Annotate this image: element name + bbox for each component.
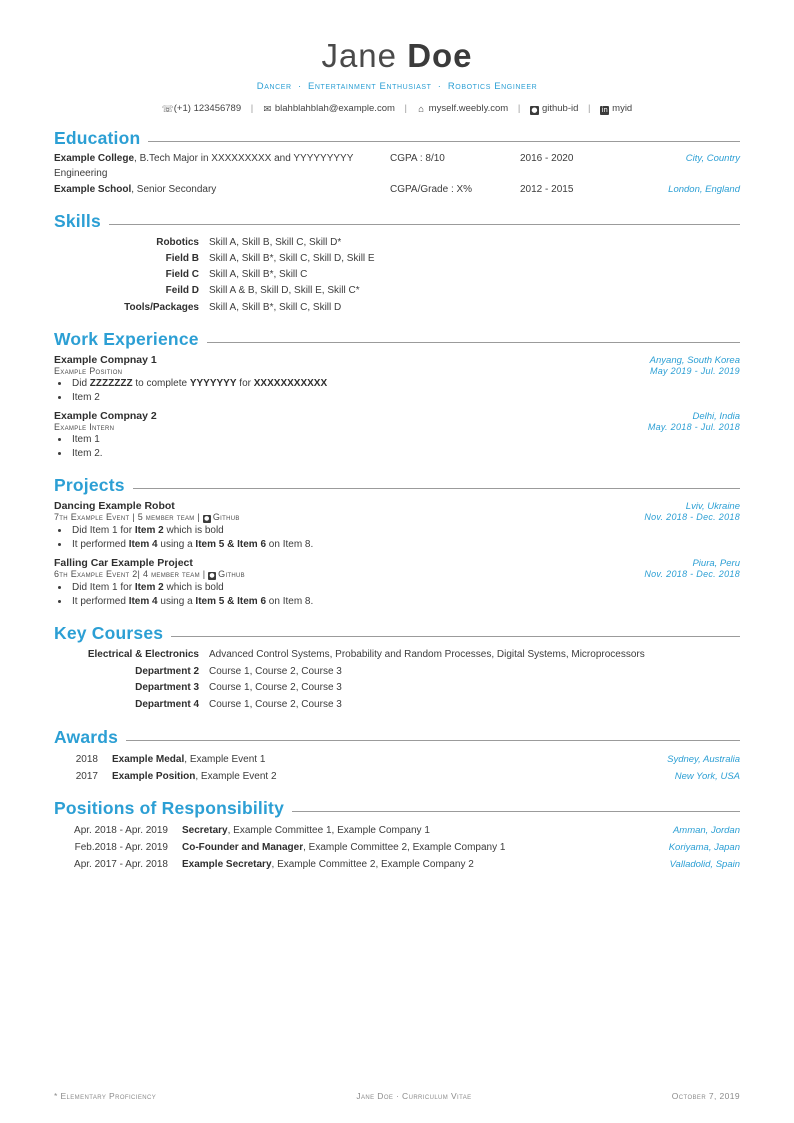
education-grade: CGPA : 8/10 bbox=[390, 153, 445, 165]
project-repo-link[interactable]: Github bbox=[212, 511, 240, 522]
position-date: Apr. 2018 - Apr. 2019 bbox=[74, 825, 168, 837]
section-rule bbox=[292, 811, 740, 812]
work-entry bbox=[54, 354, 740, 406]
contact-divider: | bbox=[517, 103, 521, 115]
page-title bbox=[54, 38, 740, 74]
education-school bbox=[54, 152, 390, 181]
course-department: Electrical & Electronics bbox=[87, 648, 199, 660]
section-header bbox=[54, 727, 740, 748]
first-name: Jane bbox=[321, 37, 398, 74]
section-header bbox=[54, 128, 740, 149]
skill-label: Field C bbox=[165, 269, 199, 281]
course-row bbox=[54, 647, 740, 664]
section-title-skills: Skills bbox=[54, 210, 101, 231]
project-name: Dancing Example Robot bbox=[54, 499, 175, 512]
section-title-projects: Projects bbox=[54, 474, 125, 495]
contact-phone bbox=[162, 103, 244, 114]
tagline bbox=[54, 81, 740, 92]
award-row bbox=[54, 751, 740, 768]
project-location: Lviv, Ukraine bbox=[685, 500, 740, 512]
section-awards bbox=[54, 727, 740, 785]
skill-label: Feild D bbox=[165, 285, 199, 297]
section-rule bbox=[133, 488, 740, 489]
position-location: Valladolid, Spain bbox=[669, 859, 740, 871]
footer-left: * Elementary Proficiency bbox=[54, 1091, 157, 1101]
position-body bbox=[182, 839, 590, 856]
section-title-education: Education bbox=[54, 128, 141, 149]
footer-right: October 7, 2019 bbox=[671, 1091, 740, 1101]
list-item: • Item 2. bbox=[70, 447, 740, 462]
section-header bbox=[54, 798, 740, 819]
position-location: Amman, Jordan bbox=[672, 825, 740, 837]
education-location: City, Country bbox=[685, 153, 740, 165]
contact-divider: | bbox=[588, 103, 591, 115]
education-school-detail: , Senior Secondary bbox=[131, 184, 217, 196]
tagline-1: Dancer bbox=[256, 81, 292, 93]
award-title: Example Position bbox=[112, 771, 196, 783]
section-title-awards: Awards bbox=[54, 726, 119, 747]
skill-value: Skill A & B, Skill D, Skill E, Skill C* bbox=[209, 285, 360, 297]
project-date: Nov. 2018 - Dec. 2018 bbox=[644, 511, 740, 522]
project-repo-link[interactable]: Github bbox=[218, 568, 245, 579]
work-location: Anyang, South Korea bbox=[649, 354, 740, 366]
award-body bbox=[112, 751, 590, 768]
award-detail: , Example Event 1 bbox=[184, 753, 266, 765]
position-role: Secretary bbox=[182, 825, 228, 837]
skill-row bbox=[54, 251, 740, 267]
course-list: Course 1, Course 2, Course 3 bbox=[209, 699, 342, 711]
skill-row bbox=[54, 300, 740, 316]
position-date: Apr. 2017 - Apr. 2018 bbox=[74, 859, 168, 871]
skill-label: Robotics bbox=[156, 236, 199, 248]
contact-website[interactable] bbox=[417, 103, 511, 114]
work-entry-header bbox=[54, 354, 740, 366]
project-meta bbox=[54, 569, 245, 580]
work-location: Delhi, India bbox=[692, 410, 740, 422]
course-department: Department 2 bbox=[135, 665, 199, 677]
section-rule bbox=[207, 342, 740, 343]
contact-github-text: github-id bbox=[541, 103, 579, 115]
section-header bbox=[54, 329, 740, 350]
project-date: Nov. 2018 - Dec. 2018 bbox=[644, 568, 740, 579]
tagline-separator: · bbox=[297, 81, 302, 93]
award-year: 2017 bbox=[75, 771, 98, 783]
tagline-separator: · bbox=[437, 81, 442, 93]
contact-phone-text: (+1) 123456789 bbox=[173, 103, 242, 115]
tagline-3: Robotics Engineer bbox=[447, 81, 538, 93]
education-grade: CGPA/Grade : X% bbox=[390, 184, 473, 196]
position-body bbox=[182, 822, 590, 839]
position-role: Co-Founder and Manager bbox=[182, 842, 304, 854]
list-item: • Item 2 bbox=[70, 391, 740, 406]
linkedin-icon: in bbox=[601, 106, 608, 115]
section-title-positions: Positions of Responsibility bbox=[54, 798, 285, 819]
section-header bbox=[54, 211, 740, 232]
project-entry bbox=[54, 500, 740, 553]
award-title: Example Medal bbox=[112, 753, 185, 765]
education-school bbox=[54, 183, 390, 198]
education-location: London, England bbox=[668, 184, 740, 196]
section-positions-of-responsibility bbox=[54, 798, 740, 873]
github-icon: ● bbox=[209, 571, 215, 579]
project-entry-subheader bbox=[54, 512, 740, 523]
section-education bbox=[54, 128, 740, 198]
work-bullets bbox=[54, 433, 740, 462]
contact-linkedin[interactable] bbox=[600, 103, 632, 114]
education-years: 2012 - 2015 bbox=[520, 184, 574, 196]
skill-value: Skill A, Skill B*, Skill C, Skill D, Skill E bbox=[209, 252, 375, 264]
course-row bbox=[54, 680, 740, 697]
list-item: • Did Item 1 for Item 2 which is bold bbox=[70, 524, 740, 539]
education-years: 2016 - 2020 bbox=[520, 153, 574, 165]
section-skills bbox=[54, 211, 740, 316]
contact-divider: | bbox=[404, 103, 408, 115]
section-projects bbox=[54, 475, 740, 610]
skill-label: Field B bbox=[165, 252, 199, 264]
skill-value: Skill A, Skill B, Skill C, Skill D* bbox=[209, 236, 342, 248]
contact-email[interactable] bbox=[263, 103, 398, 114]
section-rule bbox=[109, 224, 740, 225]
course-row bbox=[54, 664, 740, 681]
position-row bbox=[54, 839, 740, 856]
phone-icon: ☏ bbox=[161, 104, 174, 116]
contact-bar bbox=[54, 103, 740, 115]
skill-row bbox=[54, 283, 740, 299]
award-detail: , Example Event 2 bbox=[195, 771, 277, 783]
section-rule bbox=[148, 141, 740, 142]
tagline-2: Entertainment Enthusiast bbox=[307, 81, 432, 93]
position-body bbox=[182, 856, 590, 873]
work-position: Example Intern bbox=[54, 421, 115, 432]
section-rule bbox=[171, 636, 740, 637]
project-entry bbox=[54, 557, 740, 610]
list-item: • Did Item 1 for Item 2 which is bold bbox=[70, 581, 740, 596]
page-footer bbox=[54, 1091, 740, 1101]
position-row bbox=[54, 856, 740, 873]
project-entry-header bbox=[54, 557, 740, 569]
project-meta bbox=[54, 512, 240, 523]
course-list: Course 1, Course 2, Course 3 bbox=[209, 665, 342, 677]
contact-email-text: blahblahblah@example.com bbox=[274, 103, 395, 115]
position-location: Koriyama, Japan bbox=[668, 842, 740, 854]
skill-label: Tools/Packages bbox=[124, 301, 199, 313]
education-school-detail: , B.Tech Major in XXXXXXXXX and YYYYYYYYY Engineering bbox=[54, 153, 354, 179]
last-name: Doe bbox=[407, 37, 473, 74]
section-title-courses: Key Courses bbox=[54, 622, 164, 643]
project-bullets bbox=[54, 524, 740, 553]
contact-linkedin-text: myid bbox=[612, 103, 633, 115]
position-detail: , Example Committee 2, Example Company 1 bbox=[303, 842, 506, 854]
list-item: • Item 1 bbox=[70, 433, 740, 448]
course-department: Department 4 bbox=[135, 699, 199, 711]
work-company: Example Compnay 2 bbox=[54, 409, 157, 422]
position-detail: , Example Committee 2, Example Company 2 bbox=[271, 859, 474, 871]
section-rule bbox=[126, 740, 740, 741]
position-row bbox=[54, 822, 740, 839]
education-school-name: Example College bbox=[54, 153, 135, 165]
education-row bbox=[54, 152, 740, 181]
project-location: Piura, Peru bbox=[692, 557, 740, 569]
work-position: Example Position bbox=[54, 365, 123, 376]
award-row bbox=[54, 768, 740, 785]
section-key-courses bbox=[54, 623, 740, 714]
award-location: Sydney, Australia bbox=[667, 753, 740, 765]
award-body bbox=[112, 768, 590, 785]
section-header bbox=[54, 475, 740, 496]
contact-github[interactable] bbox=[530, 103, 581, 114]
skill-row bbox=[54, 235, 740, 251]
work-entry-subheader bbox=[54, 366, 740, 376]
skill-value: Skill A, Skill B*, Skill C bbox=[209, 269, 308, 281]
contact-website-text: myself.weebly.com bbox=[428, 103, 509, 115]
github-icon: ● bbox=[204, 514, 210, 522]
education-school-name: Example School bbox=[54, 184, 132, 196]
skill-row bbox=[54, 267, 740, 283]
project-meta-text: 7th Example Event | 5 member team | bbox=[54, 511, 201, 522]
project-entry-header bbox=[54, 500, 740, 512]
project-meta-text: 6th Example Event 2| 4 member team | bbox=[54, 568, 206, 579]
email-icon: ✉ bbox=[263, 104, 272, 116]
work-date: May. 2018 - Jul. 2018 bbox=[647, 421, 740, 432]
course-row bbox=[54, 697, 740, 714]
position-role: Example Secretary bbox=[182, 859, 272, 871]
section-header bbox=[54, 623, 740, 644]
position-detail: , Example Committee 1, Example Company 1 bbox=[227, 825, 430, 837]
work-date: May 2019 - Jul. 2019 bbox=[649, 365, 740, 376]
award-location: New York, USA bbox=[674, 771, 740, 783]
github-icon: ● bbox=[531, 106, 538, 115]
education-row bbox=[54, 183, 740, 198]
list-item: • It performed Item 4 using a Item 5 & Item 6 on Item 8. bbox=[70, 538, 740, 553]
project-bullets bbox=[54, 581, 740, 610]
project-entry-subheader bbox=[54, 569, 740, 580]
list-item: • It performed Item 4 using a Item 5 & Item 6 on Item 8. bbox=[70, 595, 740, 610]
section-work-experience bbox=[54, 329, 740, 462]
work-company: Example Compnay 1 bbox=[54, 353, 157, 366]
footer-center: Jane Doe · Curriculum Vitae bbox=[356, 1091, 472, 1101]
list-item: • Did ZZZZZZZ to complete YYYYYYY for XXXXXXXXXXX bbox=[70, 377, 740, 392]
home-icon: ⌂ bbox=[418, 104, 425, 116]
work-bullets bbox=[54, 377, 740, 406]
course-list: Course 1, Course 2, Course 3 bbox=[209, 682, 342, 694]
course-list: Advanced Control Systems, Probability and Random Processes, Digital Systems, Microprocessors bbox=[209, 648, 645, 660]
contact-divider: | bbox=[250, 103, 254, 115]
work-entry-subheader bbox=[54, 422, 740, 432]
section-title-work: Work Experience bbox=[54, 328, 199, 349]
work-entry bbox=[54, 410, 740, 462]
position-date: Feb.2018 - Apr. 2019 bbox=[74, 842, 168, 854]
project-name: Falling Car Example Project bbox=[54, 556, 193, 569]
course-department: Department 3 bbox=[135, 682, 199, 694]
skill-value: Skill A, Skill B*, Skill C, Skill D bbox=[209, 301, 342, 313]
work-entry-header bbox=[54, 410, 740, 422]
award-year: 2018 bbox=[75, 753, 98, 765]
